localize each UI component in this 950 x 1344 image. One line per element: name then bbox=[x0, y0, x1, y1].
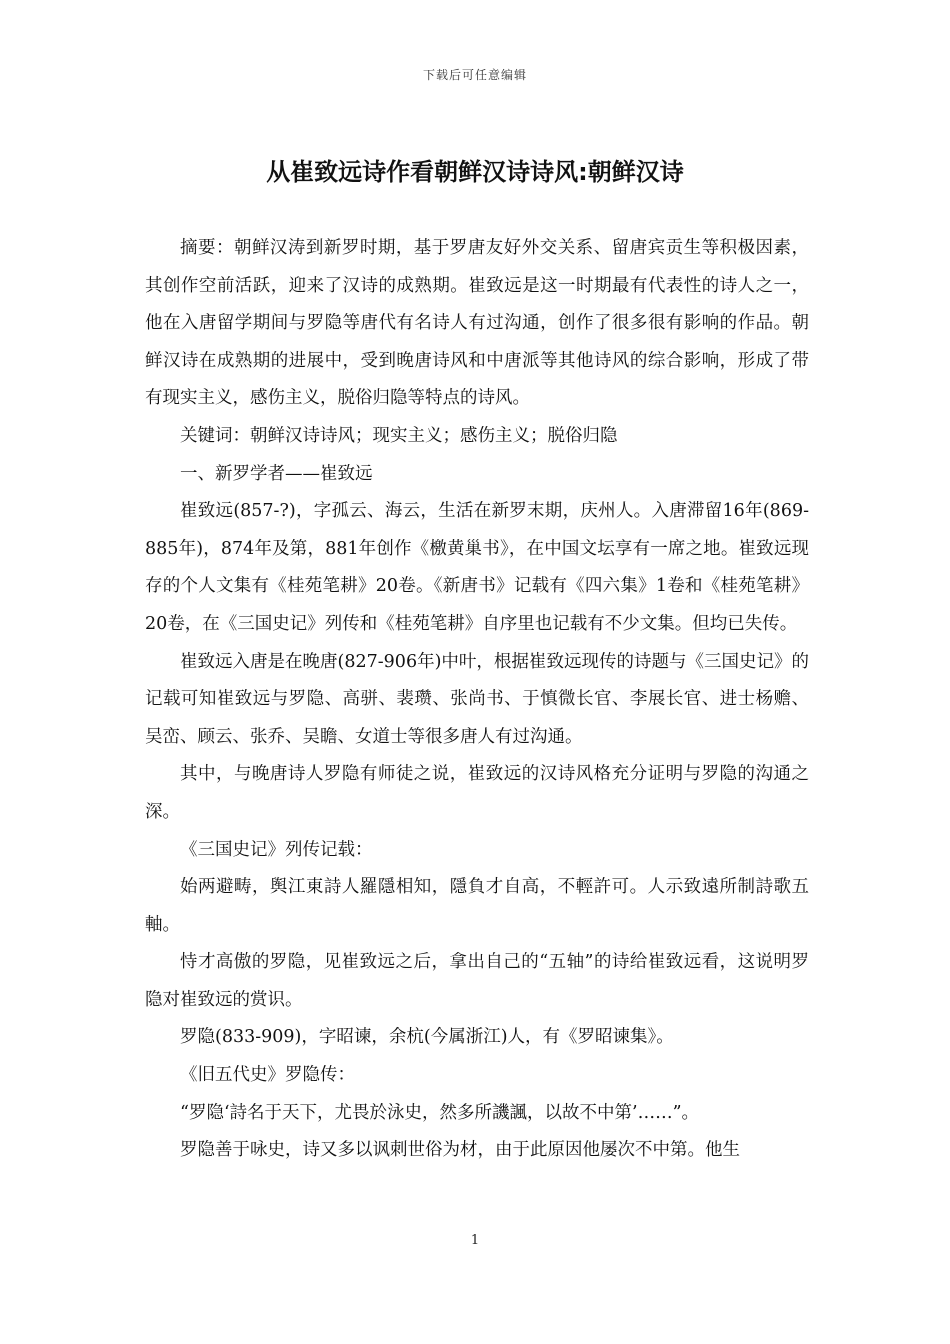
abstract-paragraph: 摘要：朝鲜汉涛到新罗时期，基于罗唐友好外交关系、留唐宾贡生等积极因素，其创作空前活跃，迎来了汉诗的成熟期。崔致远是这一时期最有代表性的诗人之一，他在入唐留学期间与罗隐等唐代有名诗人有过沟通，创作了很多很有影响的作品。朝鲜汉诗在成熟期的进展中，受到晚唐诗风和中唐派等其他诗风的综合影响，形成了带有现实主义，感伤主义，脱俗归隐等特点的诗风。 bbox=[145, 238, 809, 409]
body-paragraph: 《三国史记》列传记载： bbox=[180, 839, 373, 860]
body-paragraph: 《旧五代史》罗隐传： bbox=[180, 1065, 355, 1086]
document-title: 从崔致远诗作看朝鲜汉诗诗风:朝鲜汉诗 bbox=[266, 158, 684, 186]
header-note: 下载后可任意编辑 bbox=[422, 68, 527, 82]
quote-paragraph: “罗隐‘詩名于天下，尤畏於泳史，然多所譏諷，以故不中第’……”。 bbox=[180, 1102, 700, 1123]
document-body bbox=[145, 230, 809, 1170]
keywords-paragraph: 关键词：朝鲜汉诗诗风；现实主义；感伤主义；脱俗归隐 bbox=[180, 425, 618, 446]
section-heading: 一、新罗学者——崔致远 bbox=[180, 463, 373, 484]
body-paragraph: 罗隐善于咏史，诗又多以讽刺世俗为材，由于此原因他屡次不中第。他生 bbox=[180, 1140, 740, 1161]
page-number: 1 bbox=[470, 1233, 480, 1248]
body-paragraph: 其中，与晚唐诗人罗隐有师徒之说，崔致远的汉诗风格充分证明与罗隐的沟通之深。 bbox=[145, 764, 809, 822]
body-paragraph: 罗隐(833-909)，字昭谏，余杭(今属浙江)人，有《罗昭谏集》。 bbox=[180, 1027, 674, 1048]
body-paragraph: 崔致远(857-?)，字孤云、海云，生活在新罗末期，庆州人。入唐滞留16年(869-885年)，874年及第，881年创作《檄黄巢书》，在中国文坛享有一席之地。崔致远现存的个人文集有《桂苑笔耕》20卷。《新唐书》记载有《四六集》1卷和《桂苑笔耕》20卷，在《三国史记》列传和《桂苑笔耕》自序里也记载有不少文集。但均已失传。 bbox=[145, 501, 809, 634]
quote-paragraph: 始两避畴，舆江東詩人羅隱相知，隱負才自高，不輕許可。人示致遠所制詩歌五軸。 bbox=[145, 877, 809, 935]
body-paragraph: 崔致远入唐是在晚唐(827-906年)中叶，根据崔致远现传的诗题与《三国史记》的记载可知崔致远与罗隐、高骈、裴瓒、张尚书、于慎微长官、李展长官、进士杨赡、吴峦、顾云、张乔、吴瞻、女道士等很多唐人有过沟通。 bbox=[145, 651, 809, 747]
body-paragraph: 恃才高傲的罗隐，见崔致远之后，拿出自己的“五轴”的诗给崔致远看，这说明罗隐对崔致远的赏识。 bbox=[145, 952, 809, 1010]
